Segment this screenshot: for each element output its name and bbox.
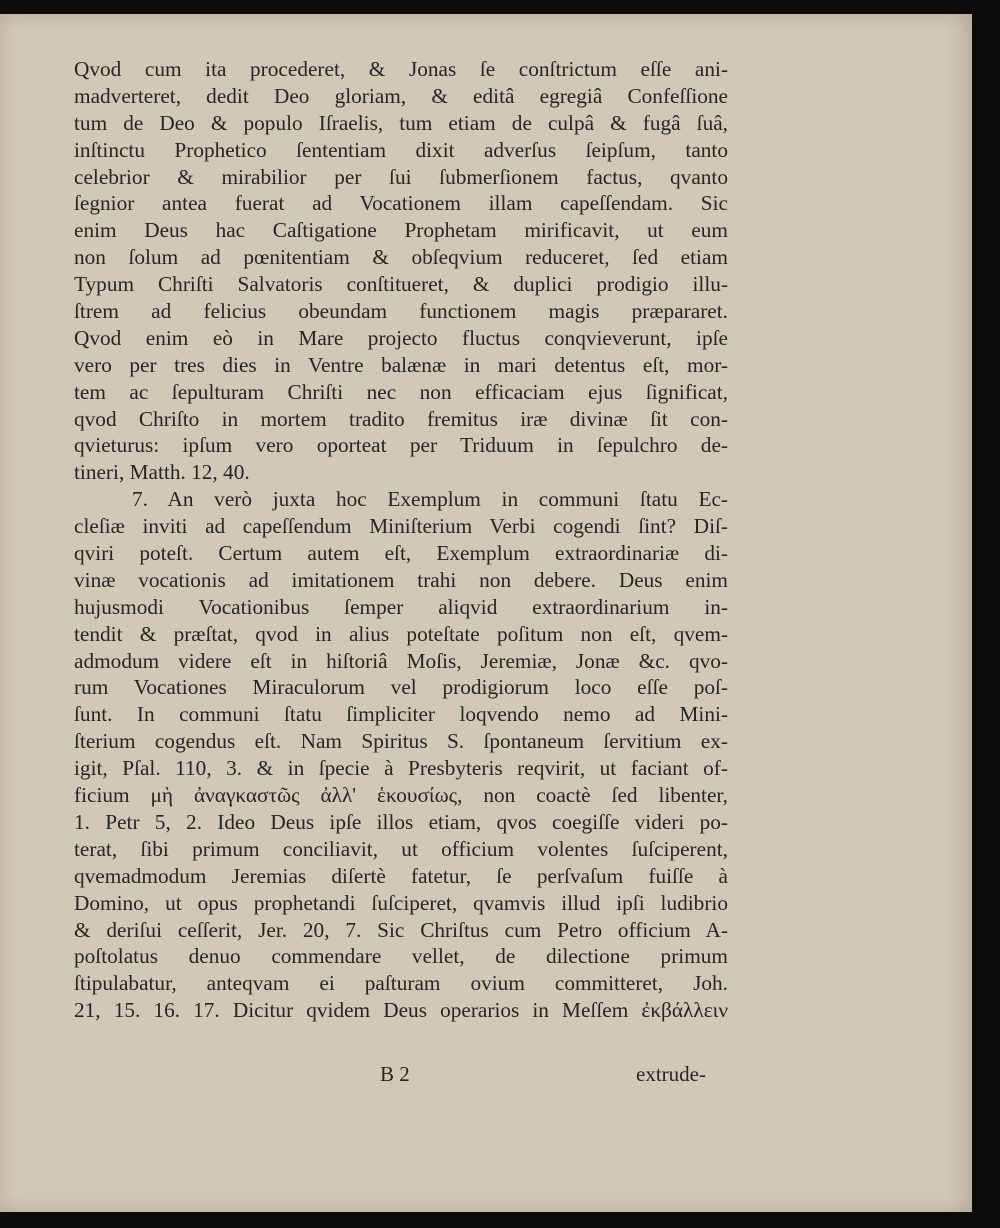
text-line: vinæ vocationis ad imitationem trahi non debere. Deus enim [74,567,728,592]
text-line: rum Vocationes Miraculorum vel prodigiorum loco eſſe poſ- [74,675,728,700]
text-line: 21, 15. 16. 17. Dicitur qvidem Deus operarios in Meſſem ἐκβάλλειν [74,998,728,1023]
text-line: terat, ſibi primum conciliavit, ut officium volentes ſuſciperent, [74,836,728,861]
text-line: madverteret, dedit Deo gloriam, & editâ egregiâ Confeſſione [74,83,728,108]
text-line: ficium μὴ ἀναγκαστῶς ἀλλ' ἑκουσίως, non coactè ſed libenter, [74,783,728,808]
text-line: non ſolum ad pœnitentiam & obſeqvium reduceret, ſed etiam [74,245,728,270]
text-line: qvod Chriſto in mortem tradito fremitus iræ divinæ ſit con- [74,406,728,431]
page-footer [74,1062,706,1092]
text-line: tineri, Matth. 12, 40. [74,460,250,485]
text-line: 1. Petr 5, 2. Ideo Deus ipſe illos etiam, qvos coegiſſe videri po- [74,809,728,834]
text-line: Qvod cum ita procederet, & Jonas ſe conſtrictum eſſe ani- [74,57,728,81]
text-line: vero per tres dies in Ventre balænæ in mari detentus eſt, mor- [74,352,728,377]
text-line: qvieturus: ipſum vero oporteat per Triduum in ſepulchro de- [74,433,728,458]
text-line: tum de Deo & populo Iſraelis, tum etiam de culpâ & fugâ ſuâ, [74,110,728,135]
signature-mark: B 2 [380,1062,410,1086]
book-page [0,14,972,1212]
text-line: inſtinctu Prophetico ſententiam dixit adverſus ſeipſum, tanto [74,137,728,162]
text-line: enim Deus hac Caſtigatione Prophetam mirificavit, ut eum [74,218,728,243]
catchword: extrude- [636,1062,706,1086]
text-line: poſtolatus denuo commendare vellet, de dilectione primum [74,944,728,969]
text-line: 7. An verò juxta hoc Exemplum in communi ſtatu Ec- [132,487,728,512]
text-line: ſegnior antea fuerat ad Vocationem illam capeſſendam. Sic [74,191,728,216]
text-line: ſunt. In communi ſtatu ſimpliciter loqvendo nemo ad Mini- [74,702,728,727]
text-line: igit, Pſal. 110, 3. & in ſpecie à Presbyteris reqvirit, ut faciant of- [74,756,728,781]
text-line: Qvod enim eò in Mare projecto fluctus conqvieverunt, ipſe [74,325,728,350]
text-line: admodum videre eſt in hiſtoriâ Moſis, Jeremiæ, Jonæ &c. qvo- [74,648,728,673]
text-line: ſterium cogendus eſt. Nam Spiritus S. ſpontaneum ſervitium ex- [74,729,728,754]
text-line: cleſiæ inviti ad capeſſendum Miniſterium Verbi cogendi ſint? Diſ- [74,514,728,539]
text-line: & deriſui ceſſerit, Jer. 20, 7. Sic Chriſtus cum Petro officium A- [74,917,728,942]
text-line: qviri poteſt. Certum autem eſt, Exemplum extraordinariæ di- [74,541,728,566]
text-line: Typum Chriſti Salvatoris conſtitueret, & duplici prodigio illu- [74,272,728,297]
text-line: ſtipulabatur, anteqvam ei paſturam ovium committeret, Joh. [74,971,728,996]
text-line: tendit & præſtat, qvod in alius poteſtate poſitum non eſt, qvem- [74,621,728,646]
page-body-text [74,56,728,1024]
text-line: celebrior & mirabilior per ſui ſubmerſionem factus, qvanto [74,164,728,189]
text-line: hujusmodi Vocationibus ſemper aliqvid extraordinarium in- [74,594,728,619]
text-line: ſtrem ad felicius obeundam functionem magis præpararet. [74,299,728,324]
text-line: qvemadmodum Jeremias diſertè fatetur, ſe perſvaſum fuiſſe à [74,863,728,888]
text-line: tem ac ſepulturam Chriſti nec non efficaciam ejus ſignificat, [74,379,728,404]
text-line: Domino, ut opus prophetandi ſuſciperet, qvamvis illud ipſi ludibrio [74,890,728,915]
